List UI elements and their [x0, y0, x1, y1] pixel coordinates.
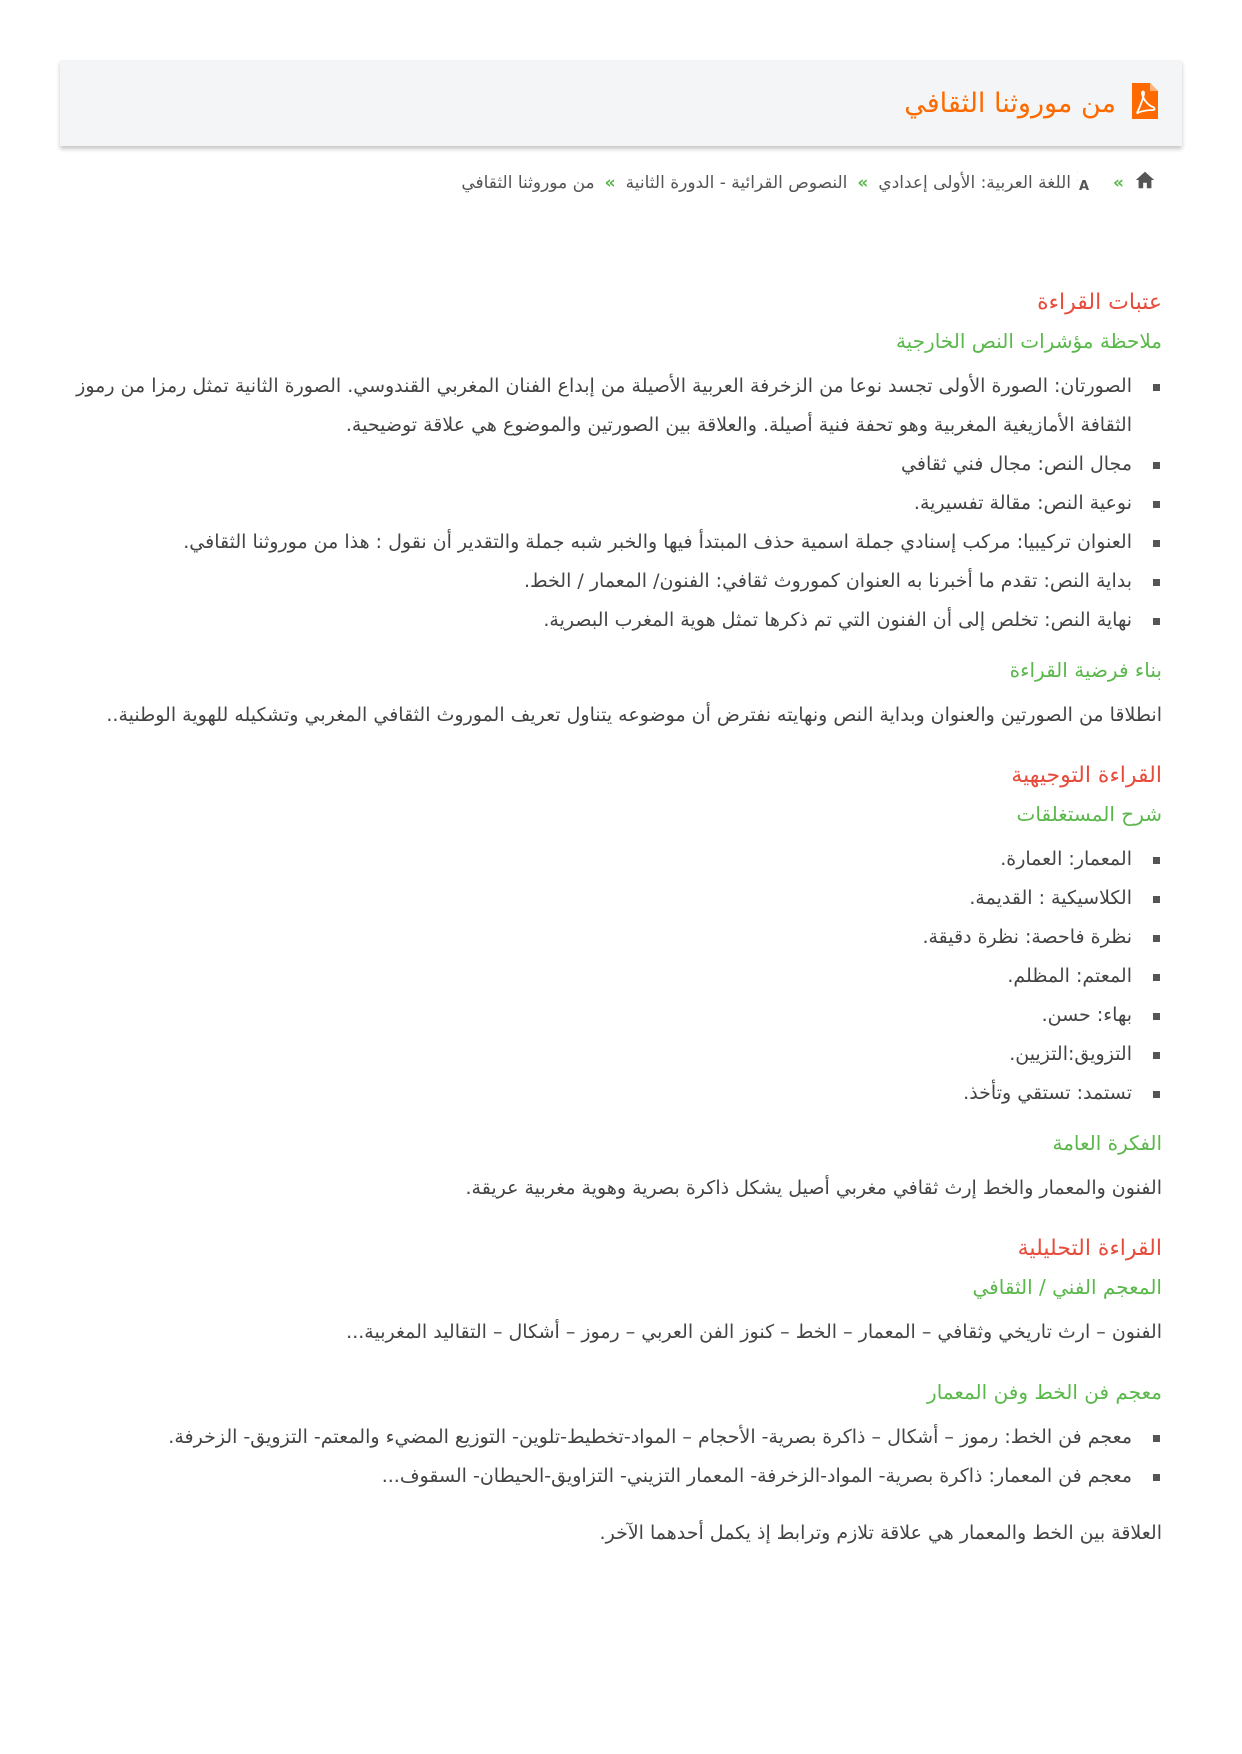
- vocabulary-list: [72, 840, 1162, 1113]
- translate-icon: [1071, 168, 1103, 197]
- list-item: الكلاسيكية : القديمة.: [72, 879, 1162, 918]
- subsection-title-art-lexicon: المعجم الفني / الثقافي: [972, 1275, 1162, 1299]
- list-item: الصورتان: الصورة الأولى تجسد نوعا من الزخرفة العربية الأصيلة من إبداع الفنان المغربي القندوسي. الصورة الثانية تمثل رمزا من رموز الثقافة الأمازيغية المغربية وهو تحفة فنية أصيلة. والعلاقة بين الصورتين والموضوع هي علاقة توضيحية.: [72, 367, 1162, 445]
- list-item: بداية النص: تقدم ما أخبرنا به العنوان كموروث ثقافي: الفنون/ المعمار / الخط.: [72, 562, 1162, 601]
- list-item: بهاء: حسن.: [72, 996, 1162, 1035]
- breadcrumb-item-current: من موروثنا الثقافي: [461, 172, 595, 193]
- relation-paragraph: العلاقة بين الخط والمعمار هي علاقة تلازم وترابط إذ يكمل أحدهما الآخر.: [599, 1522, 1162, 1544]
- subsection-title-vocabulary: شرح المستغلقات: [1016, 802, 1162, 826]
- article-content: [72, 290, 1162, 1581]
- hypothesis-paragraph: انطلاقا من الصورتين والعنوان وبداية النص ونهايته نفترض أن موضوعه يتناول تعريف الموروث الثقافي المغربي وتشكيله للهوية الوطنية..: [106, 704, 1162, 726]
- pdf-icon[interactable]: [1116, 82, 1182, 124]
- title-card: [60, 60, 1182, 146]
- list-item: المعتم: المظلم.: [72, 957, 1162, 996]
- list-item: معجم فن الخط: رموز – أشكال – ذاكرة بصرية- الأحجام – المواد-تخطيط-تلوين- التوزيع المضيء والمعتم- التزويق- الزخرفة.: [72, 1418, 1162, 1457]
- breadcrumb: [461, 168, 1156, 197]
- svg-text:文: [1077, 169, 1078, 183]
- list-item: مجال النص: مجال فني ثقافي: [72, 445, 1162, 484]
- home-icon[interactable]: [1134, 169, 1156, 196]
- section-title-analytical-reading: القراءة التحليلية: [1017, 1236, 1162, 1261]
- breadcrumb-separator: »: [1113, 172, 1124, 193]
- list-item: نهاية النص: تخلص إلى أن الفنون التي تم ذكرها تمثل هوية المغرب البصرية.: [72, 601, 1162, 640]
- list-item: معجم فن المعمار: ذاكرة بصرية- المواد-الزخرفة- المعمار التزيني- التزاويق-الحيطان- السقوف...: [72, 1457, 1162, 1496]
- section-title-reading-thresholds: عتبات القراءة: [1037, 290, 1162, 315]
- list-item: التزويق:التزيين.: [72, 1035, 1162, 1074]
- external-indicators-list: [72, 367, 1162, 640]
- breadcrumb-item-texts[interactable]: النصوص القرائية - الدورة الثانية: [625, 172, 848, 193]
- page-title: من موروثنا الثقافي: [904, 87, 1116, 119]
- list-item: المعمار: العمارة.: [72, 840, 1162, 879]
- breadcrumb-item-subject[interactable]: اللغة العربية: الأولى إعدادي: [878, 172, 1072, 193]
- main-idea-paragraph: الفنون والمعمار والخط إرث ثقافي مغربي أصيل يشكل ذاكرة بصرية وهوية مغربية عريقة.: [465, 1177, 1162, 1199]
- list-item: تستمد: تستقي وتأخذ.: [72, 1074, 1162, 1113]
- svg-text:A: A: [1078, 179, 1090, 192]
- subsection-title-main-idea: الفكرة العامة: [1052, 1131, 1162, 1155]
- breadcrumb-separator: »: [857, 172, 869, 193]
- subsection-title-calligraphy-architecture: معجم فن الخط وفن المعمار: [927, 1380, 1162, 1404]
- calligraphy-architecture-list: [72, 1418, 1162, 1496]
- list-item: نظرة فاحصة: نظرة دقيقة.: [72, 918, 1162, 957]
- breadcrumb-separator: »: [604, 172, 616, 193]
- subsection-title-hypothesis: بناء فرضية القراءة: [1009, 658, 1162, 682]
- list-item: العنوان تركيبيا: مركب إسنادي جملة اسمية حذف المبتدأ فيها والخبر شبه جملة والتقدير أن نقول : هذا من موروثنا الثقافي.: [72, 523, 1162, 562]
- section-title-guided-reading: القراءة التوجيهية: [1011, 763, 1162, 788]
- subsection-title-external-indicators: ملاحظة مؤشرات النص الخارجية: [895, 329, 1162, 353]
- list-item: نوعية النص: مقالة تفسيرية.: [72, 484, 1162, 523]
- art-lexicon-paragraph: الفنون – ارث تاريخي وثقافي – المعمار – الخط – كنوز الفن العربي – رموز – أشكال – التقاليد المغربية...: [346, 1321, 1162, 1343]
